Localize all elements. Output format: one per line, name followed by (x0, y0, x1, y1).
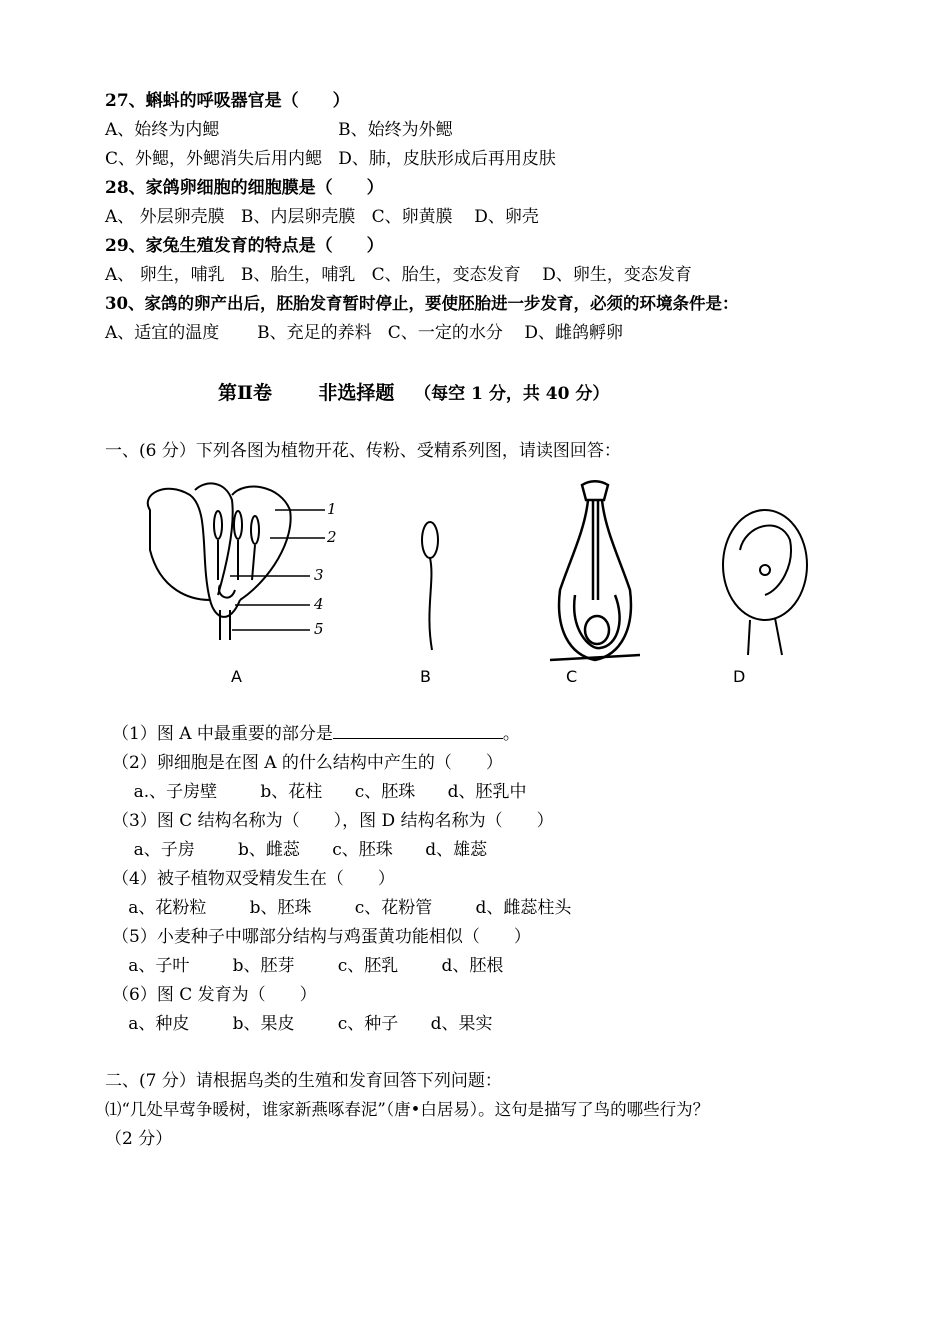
part1-heading: 一、(6 分）下列各图为植物开花、传粉、受精系列图，请读图回答： (105, 441, 621, 461)
question-27-options-2: C、外鳃，外鳃消失后用内鳃 D、肺，皮肤形成后再用皮肤 (105, 149, 556, 169)
question-27: 27、蝌蚪的呼吸器官是（ ） (105, 91, 350, 111)
part1-q6-options: a、种皮 b、果皮 c、种子 d、果实 (112, 1014, 493, 1034)
question-30: 30、家鸽的卵产出后，胚胎发育暂时停止，要使胚胎进一步发育，必须的环境条件是： (105, 294, 739, 313)
question-30-options: A、适宜的温度 B、充足的养料 C、一定的水分 D、雌鸽孵卵 (105, 323, 624, 343)
part-label-2: 2 (327, 528, 337, 546)
part2-heading: 二、(7 分）请根据鸟类的生殖和发育回答下列问题： (105, 1071, 502, 1091)
figure-label-a: A (231, 667, 242, 686)
flower-figure (120, 470, 840, 695)
section-title-text: 第Ⅱ卷 非选择题 (218, 382, 395, 404)
figure-label-c: C (566, 667, 578, 686)
question-29: 29、家兔生殖发育的特点是（ ） (105, 236, 384, 256)
question-27-options-1: A、始终为内鳃 B、始终为外鳃 (105, 120, 453, 140)
part1-q3-options: a、子房 b、雌蕊 c、胚珠 d、雄蕊 (112, 840, 488, 860)
part1-q6: （6）图 C 发育为（ ） (112, 985, 317, 1005)
part2-q1-score: （2 分） (105, 1129, 173, 1149)
figure-c-pistil (550, 481, 640, 660)
part1-q3: （3）图 C 结构名称为（ ），图 D 结构名称为（ ） (112, 811, 554, 831)
question-28-options: A、 外层卵壳膜 B、内层卵壳膜 C、卵黄膜 D、卵壳 (105, 207, 539, 227)
part1-q4-options: a、花粉粒 b、胚珠 c、花粉管 d、雌蕊柱头 (112, 898, 572, 918)
part1-q4: （4）被子植物双受精发生在（ ） (112, 869, 395, 889)
part-label-3: 3 (314, 566, 324, 584)
figure-a-flower (148, 483, 325, 640)
part1-q1 (112, 723, 520, 745)
part-label-4: 4 (314, 595, 324, 613)
figure-label-d: D (733, 667, 746, 686)
section-score-note: （每空 1 分，共 40 分） (414, 384, 610, 404)
part2-q1: ⑴“几处早莺争暖树，谁家新燕啄春泥”（唐•白居易）。这句是描写了鸟的哪些行为？ (105, 1100, 710, 1119)
part1-q2: （2）卵细胞是在图 A 的什么结构中产生的（ ） (112, 753, 503, 773)
part-label-5: 5 (314, 620, 324, 638)
figure-b-pollen (422, 522, 438, 650)
question-29-options: A、 卵生，哺乳 B、胎生，哺乳 C、胎生，变态发育 D、卵生，变态发育 (105, 265, 692, 285)
section-title (218, 378, 609, 405)
part1-q1-text: （1）图 A 中最重要的部分是 (112, 724, 333, 744)
part1-q1-end: 。 (502, 724, 520, 744)
part1-q2-options: a.、子房壁 b、花柱 c、胚珠 d、胚乳中 (112, 782, 527, 802)
figure-d-ovule (723, 510, 807, 655)
figure-label-b: B (420, 667, 431, 686)
part1-q5: （5）小麦种子中哪部分结构与鸡蛋黄功能相似（ ） (112, 927, 531, 947)
part-label-1: 1 (327, 500, 337, 518)
answer-blank[interactable] (333, 724, 503, 739)
part1-q5-options: a、子叶 b、胚芽 c、胚乳 d、胚根 (112, 956, 504, 976)
question-28: 28、家鸽卵细胞的细胞膜是（ ） (105, 178, 384, 198)
